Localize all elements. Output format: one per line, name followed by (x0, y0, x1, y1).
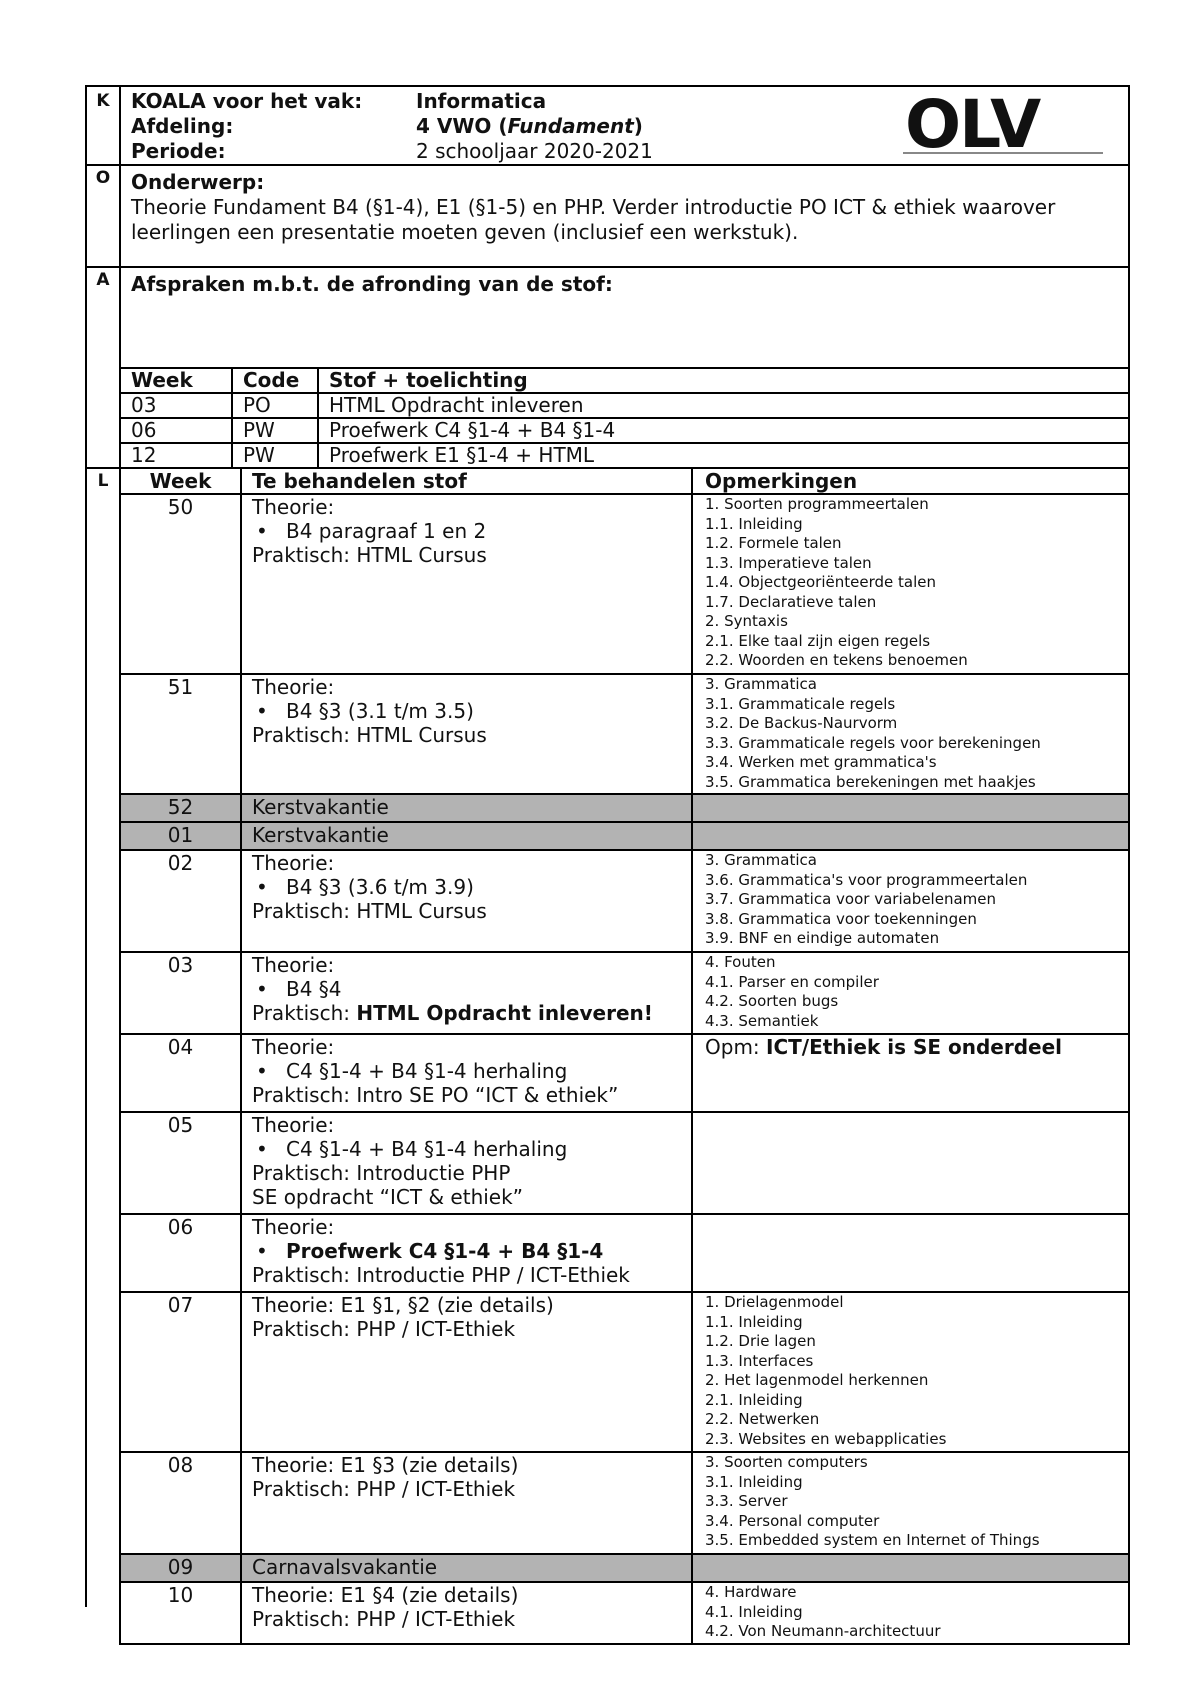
opmerking-item: 1.1. Inleiding (705, 514, 803, 533)
opmerking-item: 2.2. Netwerken (705, 1410, 820, 1428)
koala-table (85, 85, 1130, 469)
planning-stof (241, 674, 692, 794)
opmerking-item: 3. Grammatica (705, 675, 817, 693)
praktisch-line: Praktisch: PHP / ICT-Ethiek (252, 1317, 516, 1341)
praktisch-line (252, 1001, 691, 1025)
opmerking-item: 2.1. Inleiding (705, 1390, 803, 1409)
onderwerp-section (120, 165, 1129, 267)
planning-row (120, 494, 1129, 674)
planning-week: 01 (120, 822, 241, 850)
opmerking-item: 1.7. Declaratieve talen (705, 592, 877, 611)
opmerking-item: 3.8. Grammatica voor toekenningen (705, 909, 977, 928)
planning-stof: Kerstvakantie (241, 822, 692, 850)
opmerking-item: 3. Grammatica (705, 851, 817, 869)
row-letter-l: L (85, 467, 119, 1607)
planning-opmerkingen (692, 1554, 1129, 1582)
praktisch-line: Praktisch: Intro SE PO “ICT & ethiek” (252, 1083, 619, 1107)
planning-opmerkingen (692, 674, 1129, 794)
planning-opmerkingen (692, 822, 1129, 850)
afspraken-row (120, 418, 1129, 443)
planning-opmerkingen (692, 794, 1129, 822)
opmerking-item: 3.3. Grammaticale regels voor berekeningen (705, 733, 1041, 752)
bullet-text: B4 paragraaf 1 en 2 (286, 519, 487, 543)
planning-stof (241, 1582, 692, 1644)
praktisch-line: Praktisch: PHP / ICT-Ethiek (252, 1477, 516, 1501)
afspraken-title: Afspraken m.b.t. de afronding van de stof: (131, 272, 613, 296)
planning-week: 10 (120, 1582, 241, 1644)
planning-stof (241, 952, 692, 1034)
opmerking-item: 3.5. Embedded system en Internet of Things (705, 1531, 1040, 1549)
theorie-line: Theorie: (252, 1113, 335, 1137)
afspraken-table (119, 367, 1130, 469)
planning-opmerkingen (692, 1452, 1129, 1554)
afspraken-week: 06 (120, 418, 232, 443)
opmerking-item: 1.2. Drie lagen (705, 1332, 816, 1350)
planning-stof (241, 1452, 692, 1554)
planning-row (120, 1112, 1129, 1214)
bullet-item (252, 699, 691, 723)
opmerking-item: 3.3. Server (705, 1492, 788, 1510)
praktisch-line: Praktisch: PHP / ICT-Ethiek (252, 1607, 516, 1631)
opmerking-item: 1.3. Imperatieve talen (705, 553, 872, 572)
planning-row (120, 1582, 1129, 1644)
row-letter-a: A (86, 267, 120, 468)
bullet-text: B4 §3 (3.1 t/m 3.5) (286, 699, 474, 723)
bullet-item (252, 1059, 691, 1083)
opmerking-item: 2. Het lagenmodel herkennen (705, 1371, 929, 1389)
planning-row (120, 952, 1129, 1034)
planning-opmerkingen (692, 850, 1129, 952)
opmerking-item: 2.3. Websites en webapplicaties (705, 1429, 947, 1448)
bullet-item (252, 977, 691, 1001)
planning-row (120, 1034, 1129, 1112)
opmerking-item: 4.2. Soorten bugs (705, 992, 839, 1010)
planning-opmerkingen (692, 952, 1129, 1034)
periode-label: Periode: (131, 139, 226, 163)
opmerking-item: 4.3. Semantiek (705, 1011, 819, 1030)
praktisch-emphasis: HTML Opdracht inleveren! (356, 1001, 653, 1025)
theorie-line: Theorie: E1 §4 (zie details) (252, 1583, 519, 1607)
afspraken-stof: Proefwerk E1 §1-4 + HTML (318, 443, 1129, 468)
opmerking-item: 4.1. Parser en compiler (705, 972, 879, 991)
koala-document (85, 85, 1130, 1645)
afspraken-code: PO (232, 393, 318, 418)
afspraken-row (120, 443, 1129, 468)
opmerking-item: 4.1. Inleiding (705, 1602, 803, 1621)
opmerking-item: 3. Soorten computers (705, 1453, 868, 1471)
bullet-icon: • (256, 1137, 268, 1161)
praktisch-line: Praktisch: HTML Cursus (252, 899, 487, 923)
planning-week: 50 (120, 494, 241, 674)
row-letter-k: K (86, 86, 120, 165)
praktisch-line: Praktisch: Introductie PHP (252, 1161, 511, 1185)
praktisch-line: Praktisch: HTML Cursus (252, 543, 487, 567)
opmerking-item: 2. Syntaxis (705, 612, 788, 630)
bullet-item (252, 875, 691, 899)
afdeling-label: Afdeling: (131, 114, 234, 138)
planning-week: 02 (120, 850, 241, 952)
vak-value: Informatica (416, 89, 547, 113)
opmerking-item: 1.2. Formele talen (705, 534, 842, 552)
opmerking-item: 3.1. Grammaticale regels (705, 694, 896, 713)
planning-opmerkingen (692, 1214, 1129, 1292)
opmerking-item: 3.4. Werken met grammatica's (705, 753, 937, 771)
afspraken-header-code: Code (232, 368, 318, 393)
opmerking-item: 1.4. Objectgeoriënteerde talen (705, 573, 936, 591)
bullet-icon: • (256, 519, 268, 543)
bullet-text: B4 §4 (286, 977, 342, 1001)
vacation-row (120, 822, 1129, 850)
planning-opmerkingen (692, 494, 1129, 674)
afspraken-header-week: Week (120, 368, 232, 393)
theorie-line: Theorie: (252, 675, 335, 699)
planning-opmerkingen (692, 1034, 1129, 1112)
planning-header-row (120, 468, 1129, 494)
opmerking-item: 2.2. Woorden en tekens benoemen (705, 651, 968, 669)
opmerking-item: 3.7. Grammatica voor variabelenamen (705, 890, 996, 908)
opmerking-item: 3.2. De Backus-Naurvorm (705, 714, 898, 732)
svg-text:OLV: OLV (905, 93, 1040, 155)
theorie-line: Theorie: (252, 953, 335, 977)
planning-week: 03 (120, 952, 241, 1034)
planning-opmerkingen (692, 1582, 1129, 1644)
planning-week: 07 (120, 1292, 241, 1452)
opmerking-item: 4. Hardware (705, 1583, 797, 1601)
planning-stof (241, 1214, 692, 1292)
bullet-text: B4 §3 (3.6 t/m 3.9) (286, 875, 474, 899)
bullet-icon: • (256, 1239, 268, 1263)
planning-week: 52 (120, 794, 241, 822)
bullet-text: Proefwerk C4 §1-4 + B4 §1-4 (286, 1239, 604, 1263)
bullet-item (252, 1239, 691, 1263)
theorie-line: Theorie: (252, 495, 335, 519)
opmerking-item: 3.1. Inleiding (705, 1472, 803, 1491)
planning-table (119, 467, 1130, 1645)
onderwerp-text: Theorie Fundament B4 (§1-4), E1 (§1-5) en PHP. Verder introductie PO ICT & ethiek waarover leerlingen een presentatie moeten geven (inclusief een werkstuk). (131, 195, 1056, 244)
bullet-icon: • (256, 977, 268, 1001)
olv-logo (903, 93, 1103, 155)
afdeling-value: 4 VWO (Fundament) (416, 114, 643, 138)
afspraken-week: 12 (120, 443, 232, 468)
planning-row (120, 1452, 1129, 1554)
header-block (120, 86, 1129, 165)
vak-label: KOALA voor het vak: (131, 89, 363, 113)
row-letter-o: O (86, 165, 120, 267)
afspraken-week: 03 (120, 393, 232, 418)
opmerking-item: 1.1. Inleiding (705, 1312, 803, 1331)
planning-stof: Kerstvakantie (241, 794, 692, 822)
theorie-line: Theorie: E1 §1, §2 (zie details) (252, 1293, 554, 1317)
planning-header-week: Week (120, 468, 241, 494)
praktisch-prefix: Praktisch: (252, 1001, 357, 1025)
planning-stof (241, 494, 692, 674)
opmerking-item: 3.5. Grammatica berekeningen met haakjes (705, 772, 1036, 791)
bullet-icon: • (256, 1059, 268, 1083)
bullet-item (252, 1137, 691, 1161)
theorie-line: Theorie: E1 §3 (zie details) (252, 1453, 519, 1477)
theorie-line: Theorie: (252, 851, 335, 875)
planning-stof (241, 1292, 692, 1452)
planning-row (120, 850, 1129, 952)
bullet-text: C4 §1-4 + B4 §1-4 herhaling (286, 1059, 568, 1083)
planning-opmerkingen (692, 1292, 1129, 1452)
bullet-item (252, 519, 691, 543)
opmerking-item: 3.9. BNF en eindige automaten (705, 929, 940, 947)
extra-line: SE opdracht “ICT & ethiek” (252, 1185, 524, 1209)
bullet-icon: • (256, 699, 268, 723)
praktisch-line: Praktisch: HTML Cursus (252, 723, 487, 747)
planning-week: 06 (120, 1214, 241, 1292)
planning-week: 08 (120, 1452, 241, 1554)
planning-row (120, 1214, 1129, 1292)
planning-stof (241, 1112, 692, 1214)
planning-header-stof: Te behandelen stof (241, 468, 692, 494)
theorie-line: Theorie: (252, 1035, 335, 1059)
onderwerp-title: Onderwerp: (131, 170, 265, 194)
planning-week: 09 (120, 1554, 241, 1582)
opmerking-item: 3.4. Personal computer (705, 1511, 880, 1530)
theorie-line: Theorie: (252, 1215, 335, 1239)
bullet-icon: • (256, 875, 268, 899)
bullet-text: C4 §1-4 + B4 §1-4 herhaling (286, 1137, 568, 1161)
opmerking-item: 4.2. Von Neumann-architectuur (705, 1622, 941, 1640)
afspraken-header-row (120, 368, 1129, 393)
afspraken-code: PW (232, 443, 318, 468)
afspraken-row (120, 393, 1129, 418)
planning-week: 51 (120, 674, 241, 794)
afspraken-stof: HTML Opdracht inleveren (318, 393, 1129, 418)
planning-row (120, 1292, 1129, 1452)
opmerking-prefix: Opm: (705, 1035, 767, 1059)
vacation-row (120, 794, 1129, 822)
planning-header-opmerkingen: Opmerkingen (692, 468, 1129, 494)
planning-stof (241, 850, 692, 952)
praktisch-line: Praktisch: Introductie PHP / ICT-Ethiek (252, 1263, 630, 1287)
planning-week: 05 (120, 1112, 241, 1214)
planning-stof (241, 1034, 692, 1112)
opmerking-item: 1. Soorten programmeertalen (705, 495, 929, 513)
opmerking-item: 2.1. Elke taal zijn eigen regels (705, 631, 931, 650)
planning-opmerkingen (692, 1112, 1129, 1214)
planning-stof: Carnavalsvakantie (241, 1554, 692, 1582)
planning-row (120, 674, 1129, 794)
opmerking-emphasis: ICT/Ethiek is SE onderdeel (766, 1035, 1063, 1059)
opmerking-item: 1. Drielagenmodel (705, 1293, 844, 1311)
planning-week: 04 (120, 1034, 241, 1112)
afspraken-header-stof: Stof + toelichting (318, 368, 1129, 393)
afspraken-code: PW (232, 418, 318, 443)
opmerking-item: 3.6. Grammatica's voor programmeertalen (705, 870, 1028, 889)
opmerking-item: 4. Fouten (705, 953, 776, 971)
afspraken-section (120, 267, 1129, 468)
vacation-row (120, 1554, 1129, 1582)
opmerking-item: 1.3. Interfaces (705, 1351, 814, 1370)
afspraken-stof: Proefwerk C4 §1-4 + B4 §1-4 (318, 418, 1129, 443)
periode-value: 2 schooljaar 2020-2021 (416, 139, 653, 163)
